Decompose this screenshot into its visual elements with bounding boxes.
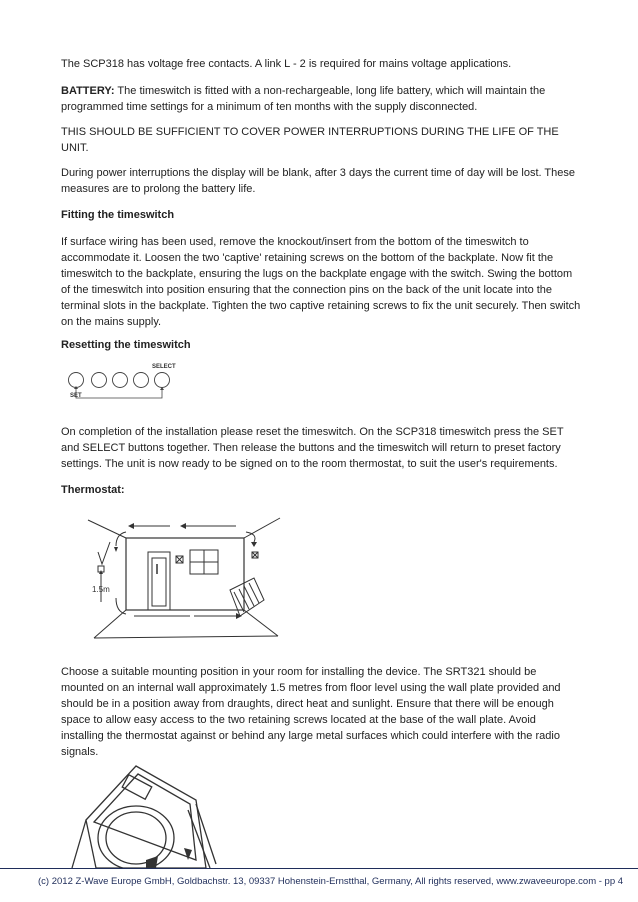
set-label: SET <box>70 393 82 399</box>
footer-copyright: (c) 2012 Z-Wave Europe GmbH, Goldbachstr. 13, 09337 Hohenstein-Ernstthal, Germany, All rights reserved, www.zwaveeurope.com - pp 4 <box>38 876 624 887</box>
button-circle-3 <box>113 373 128 388</box>
footer-divider <box>0 868 638 869</box>
contacts-paragraph: The SCP318 has voltage free contacts. A link L - 2 is required for mains voltage applications. <box>61 58 512 70</box>
interruptions-paragraph: During power interruptions the display will be blank, after 3 days the current time of day will be lost. These measures are to prolong the battery life. <box>61 167 575 195</box>
arrow-down-icon-2 <box>251 542 257 547</box>
resetting-heading: Resetting the timeswitch <box>61 339 191 351</box>
thermostat-illustration <box>66 760 226 868</box>
mounting-paragraph: Choose a suitable mounting position in your room for installing the device. The SRT321 should be mounted on an internal wall approximately 1.5 metres from floor level using the wall plate provided and should be in a position away from draughts, direct heat and sunlight. Ensure that there will be enough space to allow easy access to the two retaining screws located at the base of the wall plate. Avoid installing the thermostat against or behind any large metal surfaces which could interfere with the radio signals. <box>61 666 561 758</box>
arrow-down-icon <box>114 547 118 552</box>
arrow-left-icon <box>128 523 134 529</box>
battery-text: The timeswitch is fitted with a non-rechargeable, long life battery, which will maintain the programmed time settings for a minimum of ten months with the supply disconnected. <box>61 85 546 113</box>
battery-label: BATTERY: <box>61 85 115 97</box>
button-circle-4 <box>134 373 149 388</box>
resetting-paragraph: On completion of the installation please reset the timeswitch. On the SCP318 timeswitch press the SET and SELECT buttons together. Then release the buttons and the timeswitch will return to preset factory settings. The unit is now ready to be signed on to the room thermostat, to suit the user's requirements. <box>61 426 564 470</box>
button-diagram <box>60 358 200 408</box>
height-label: 1.5m <box>92 585 110 594</box>
arrow-left-icon-2 <box>180 523 186 529</box>
select-button-circle[interactable] <box>155 373 170 388</box>
fitting-heading: Fitting the timeswitch <box>61 209 175 221</box>
button-circle-2 <box>92 373 107 388</box>
sufficient-paragraph: THIS SHOULD BE SUFFICIENT TO COVER POWER INTERRUPTIONS DURING THE LIFE OF THE UNIT. <box>61 126 559 154</box>
set-button-circle[interactable] <box>69 373 84 388</box>
battery-paragraph <box>61 83 581 115</box>
fitting-paragraph: If surface wiring has been used, remove the knockout/insert from the bottom of the timeswitch to accommodate it. Loosen the two 'captive' retaining screws on the bottom of the backplate. Now fit the timeswitch to the backplate, ensuring the lugs on the backplate engage with the switch. Swing the bottom of the timeswitch into position ensuring that the connection pins on the back of the unit locate into the terminal slots in the backplate. Tighten the two captive retaining screws to fix the unit securely. Then switch on the mains supply. <box>61 236 581 328</box>
thermostat-heading: Thermostat: <box>61 484 125 496</box>
connector-line <box>76 388 162 398</box>
room-diagram <box>86 512 282 644</box>
select-label: SELECT <box>152 364 176 370</box>
wall-plate-block <box>146 856 158 868</box>
